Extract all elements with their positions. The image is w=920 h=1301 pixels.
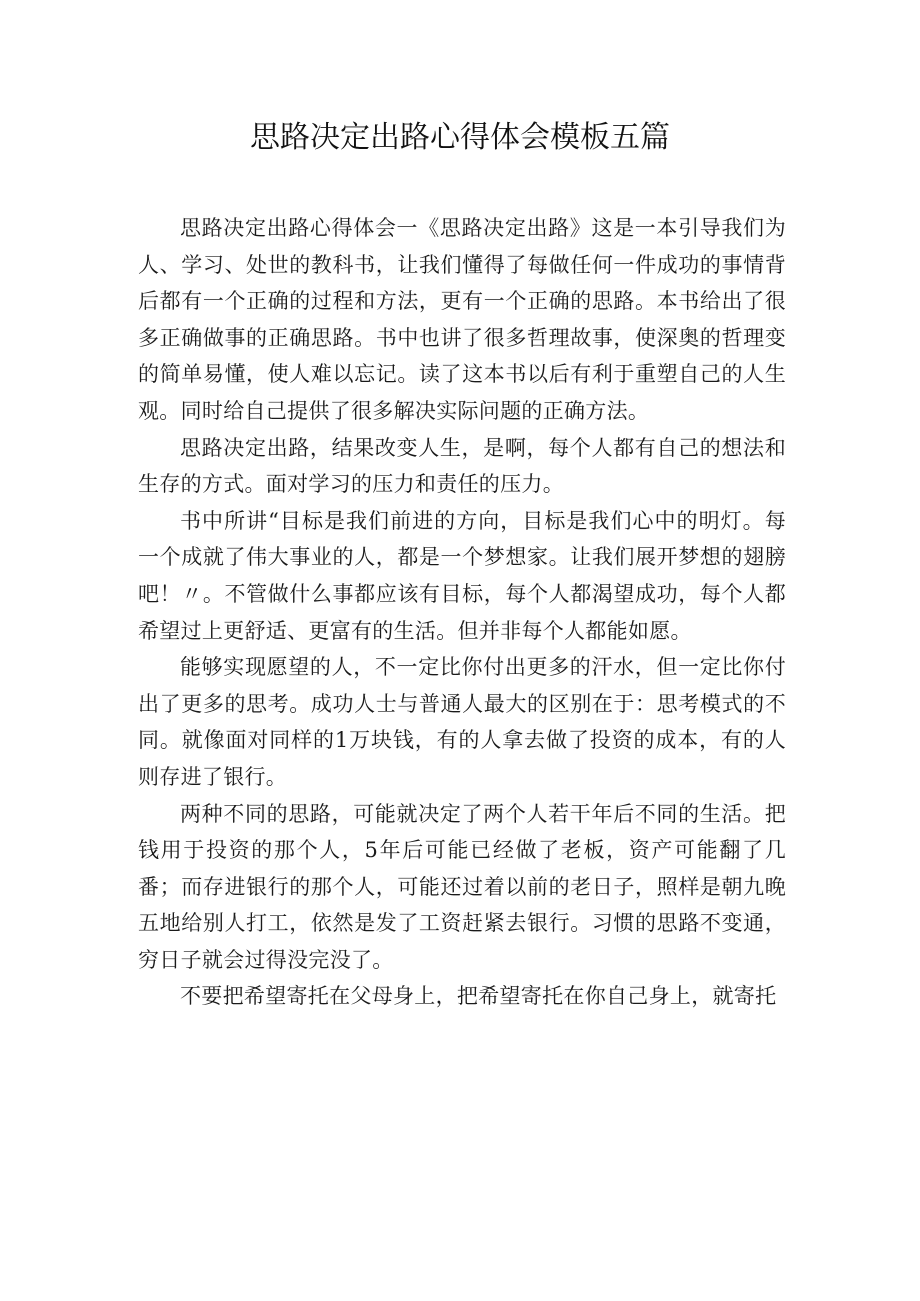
paragraph: 不要把希望寄托在父母身上，把希望寄托在你自己身上，就寄托 [180, 984, 777, 1009]
paragraph: 两种不同的思路，可能就决定了两个人若干年后不同的生活。把钱用于投资的那个人，5年后可能已经做了老板，资产可能翻了几番；而存进银行的那个人，可能还过着以前的老日子，照样是朝九晚五地给别人打工，依然是发了工资赶紧去银行。习惯的思路不变通，穷日子就会过得没完没了。 [138, 801, 786, 972]
paragraph: 思路决定出路心得体会一《思路决定出路》这是一本引导我们为人、学习、处世的教科书，让我们懂得了每做任何一件成功的事情背后都有一个正确的过程和方法，更有一个正确的思路。本书给出了很多正确做事的正确思路。书中也讲了很多哲理故事，使深奥的哲理变的简单易懂，使人难以忘记。读了这本书以后有利于重塑自己的人生观。同时给自己提供了很多解决实际问题的正确方法。 [138, 216, 786, 423]
paragraph: 思路决定出路，结果改变人生，是啊，每个人都有自己的想法和生存的方式。面对学习的压力和责任的压力。 [138, 435, 786, 497]
document-title: 思路决定出路心得体会模板五篇 [250, 120, 670, 155]
document-body [138, 210, 786, 1015]
paragraph: 书中所讲“目标是我们前进的方向，目标是我们心中的明灯。每一个成就了伟大事业的人，都是一个梦想家。让我们展开梦想的翅膀吧！〃。不管做什么事都应该有目标，每个人都渴望成功，每个人都希望过上更舒适、更富有的生活。但并非每个人都能如愿。 [138, 508, 786, 643]
paragraph: 能够实现愿望的人，不一定比你付出更多的汗水，但一定比你付出了更多的思考。成功人士与普通人最大的区别在于：思考模式的不同。就像面对同样的1万块钱，有的人拿去做了投资的成本，有的人则存进了银行。 [138, 655, 786, 789]
